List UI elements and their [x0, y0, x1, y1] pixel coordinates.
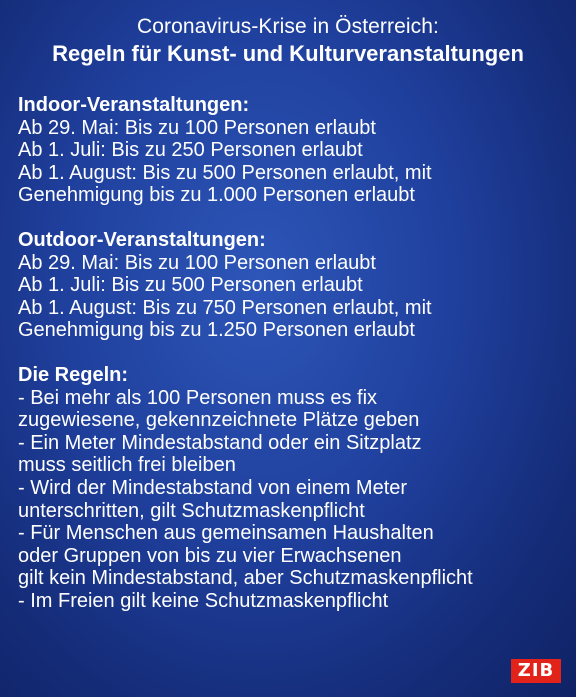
indoor-line: Ab 29. Mai: Bis zu 100 Personen erlaubt	[18, 116, 376, 139]
rules-section	[18, 364, 563, 613]
rules-line: - Ein Meter Mindestabstand oder ein Sitzplatz	[18, 431, 422, 454]
page-title: Regeln für Kunst- und Kulturveranstaltungen	[52, 41, 524, 66]
outdoor-section	[18, 229, 563, 342]
rules-line: zugewiesene, gekennzeichnete Plätze geben	[18, 409, 420, 432]
rules-line: oder Gruppen von bis zu vier Erwachsenen	[18, 544, 402, 567]
indoor-line: Ab 1. August: Bis zu 500 Personen erlaubt, mit	[18, 161, 432, 184]
rules-line: - Für Menschen aus gemeinsamen Haushalten	[18, 522, 434, 545]
zib-logo: ZIB	[511, 659, 561, 683]
rules-heading: Die Regeln:	[18, 363, 129, 386]
outdoor-heading: Outdoor-Veranstaltungen:	[18, 228, 266, 251]
rules-line: - Im Freien gilt keine Schutzmaskenpflicht	[18, 589, 389, 612]
outdoor-line: Ab 1. August: Bis zu 750 Personen erlaubt, mit	[18, 296, 432, 319]
indoor-heading: Indoor-Veranstaltungen:	[18, 94, 250, 116]
outdoor-line: Ab 29. Mai: Bis zu 100 Personen erlaubt	[18, 251, 376, 274]
rules-line: muss seitlich frei bleiben	[18, 454, 236, 477]
rules-line: - Wird der Mindestabstand von einem Meter	[18, 476, 408, 499]
header	[0, 0, 576, 68]
outdoor-line: Genehmigung bis zu 1.250 Personen erlaubt	[18, 319, 415, 342]
rules-line: unterschritten, gilt Schutzmaskenpflicht	[18, 499, 365, 522]
indoor-line: Ab 1. Juli: Bis zu 250 Personen erlaubt	[18, 139, 363, 162]
indoor-line: Genehmigung bis zu 1.000 Personen erlaubt	[18, 184, 415, 207]
content	[18, 94, 563, 634]
indoor-section	[18, 94, 563, 207]
page-subtitle: Coronavirus-Krise in Österreich:	[137, 15, 439, 38]
outdoor-line: Ab 1. Juli: Bis zu 500 Personen erlaubt	[18, 274, 363, 297]
rules-line: gilt kein Mindestabstand, aber Schutzmaskenpflicht	[18, 567, 473, 590]
rules-line: - Bei mehr als 100 Personen muss es fix	[18, 386, 378, 409]
